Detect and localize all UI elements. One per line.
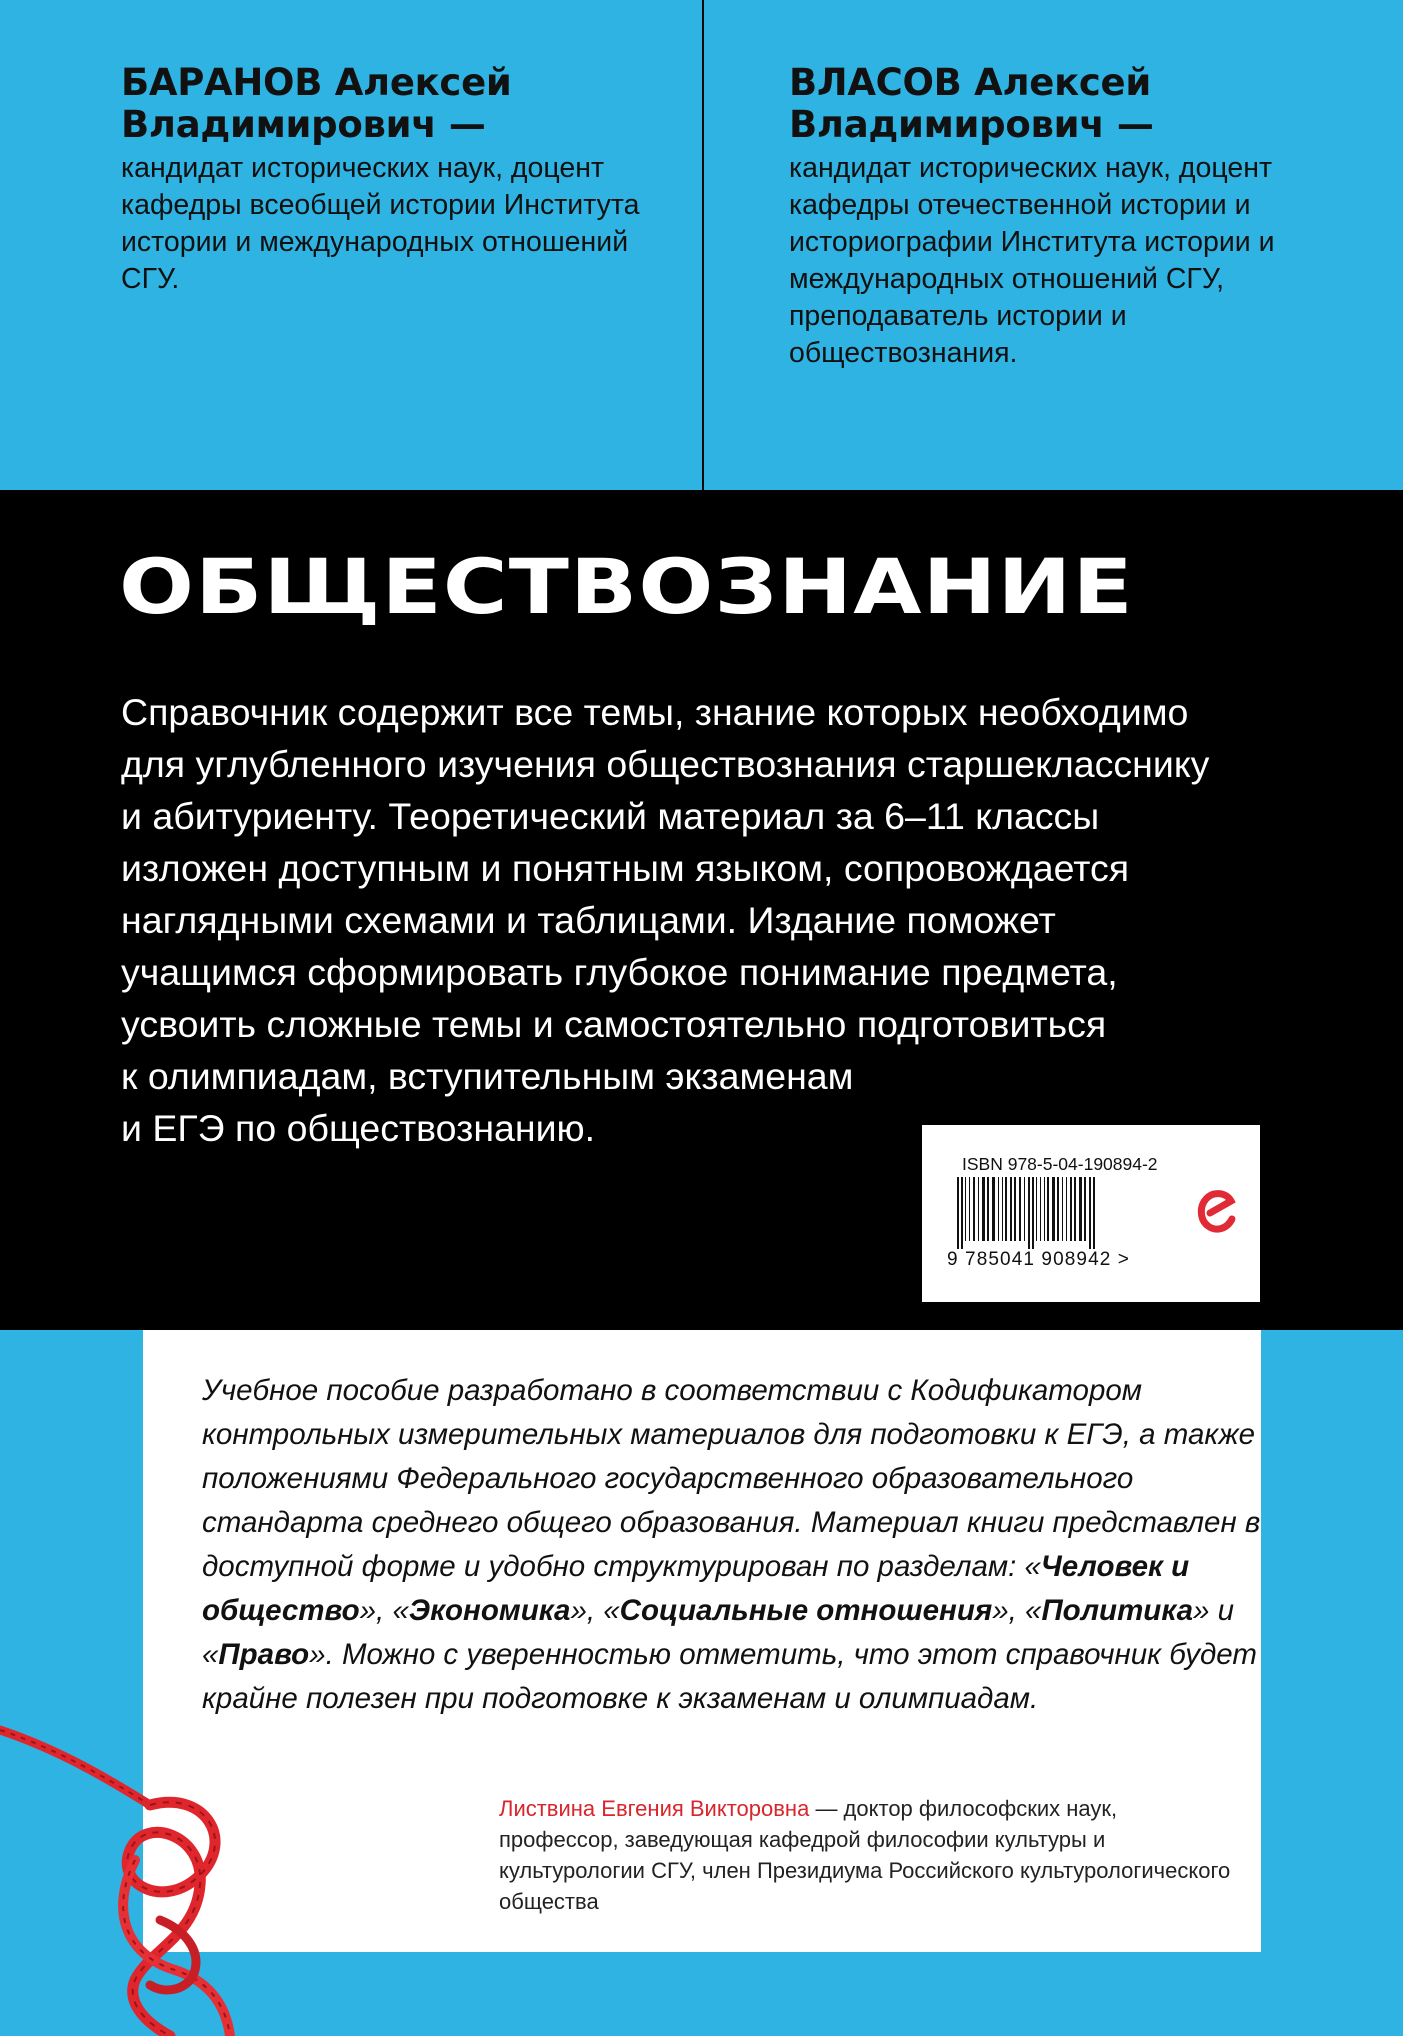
- reviewer-info: — доктор философских наук, профессор, заведующая кафедрой философии культуры и культурологии СГУ, член Президиума Российского культурологического общества: [499, 1796, 1231, 1914]
- section-name: Политика: [1041, 1594, 1194, 1627]
- red-rope-knot-icon: [0, 1700, 300, 2036]
- author-info: кандидат исторических наук, доцент кафедры всеобщей истории Института истории и международных отношений СГУ.: [121, 152, 640, 295]
- review-text: », «: [992, 1594, 1042, 1627]
- section-name: Экономика: [408, 1594, 571, 1627]
- review-text: », «: [570, 1594, 620, 1627]
- section-name: Человек и общество: [202, 1550, 1190, 1627]
- publisher-logo-icon: [1194, 1177, 1242, 1241]
- author-info: кандидат исторических наук, доцент кафедры отечественной истории и историографии Института истории и международных отношений СГУ, преподаватель истории и обществознания.: [789, 152, 1275, 369]
- review-quote: [202, 1369, 1262, 1721]
- review-text: Учебное пособие разработано в соответствии с Кодификатором контрольных измерительных материалов для подготовки к ЕГЭ, а также положениями Федерального государственного образовательного стандарта среднего общего образования. Материал книги представлен в доступной форме и удобно структурирован по разделам: «: [202, 1374, 1261, 1583]
- author-name: БАРАНОВ Алексей Владимирович —: [121, 61, 512, 146]
- isbn-barcode-block: [922, 1125, 1260, 1302]
- reviewer-name: Листвина Евгения Викторовна: [499, 1796, 810, 1821]
- subject-title: ОБЩЕСТВОЗНАНИЕ: [119, 542, 1134, 631]
- authors-divider: [702, 0, 704, 490]
- author-name: ВЛАСОВ Алексей Владимирович —: [789, 61, 1154, 146]
- review-text: ». Можно с уверенностью отметить, что этот справочник будет крайне полезен при подготовке к экзаменам и олимпиадам.: [202, 1638, 1257, 1715]
- reviewer-credit: [499, 1793, 1239, 1917]
- review-text: » и «: [202, 1594, 1235, 1671]
- section-name: Право: [218, 1638, 310, 1671]
- author-vlasov: [789, 62, 1349, 372]
- section-name: Социальные отношения: [619, 1594, 993, 1627]
- barcode-digits: 9 785041 908942 >: [947, 1249, 1131, 1270]
- isbn-number: ISBN 978-5-04-190894-2: [962, 1154, 1158, 1174]
- barcode-icon: [955, 1177, 1175, 1249]
- author-baranov: [121, 62, 681, 298]
- book-description: Справочник содержит все темы, знание которых необходимо для углубленного изучения обществознания старшекласснику и абитуриенту. Теоретический материал за 6–11 классы изложен доступным и понятным языком, сопровождается наглядными схемами и таблицами. Издание поможет учащимся сформировать глубокое понимание предмета, усвоить сложные темы и самостоятельно подготовиться к олимпиадам, вступительным экзаменам и ЕГЭ по обществознанию.: [121, 691, 1210, 1149]
- review-box: [143, 1330, 1261, 1952]
- review-text: », «: [359, 1594, 409, 1627]
- authors-band: [0, 0, 1403, 490]
